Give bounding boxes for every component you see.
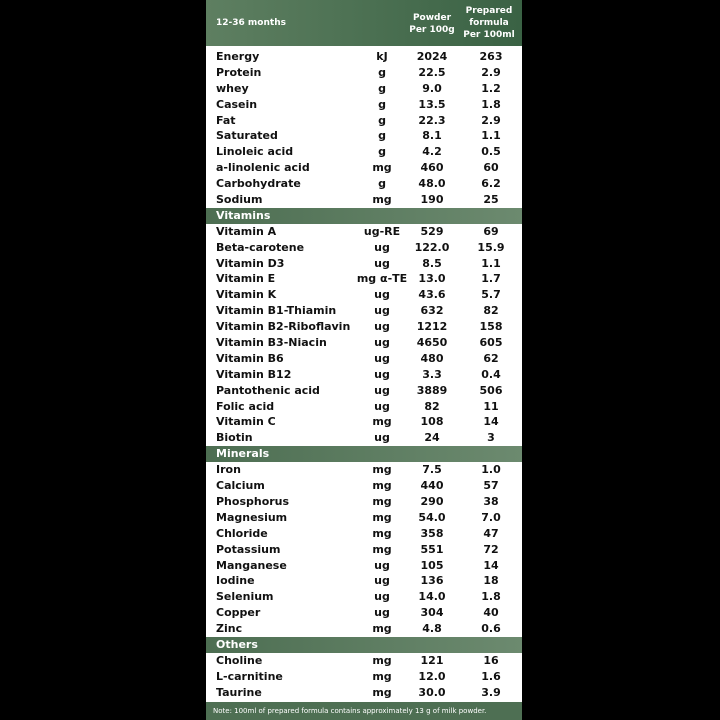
powder-value: 14.0 <box>418 590 446 604</box>
prepared-value: 1.1 <box>481 256 501 270</box>
table-row <box>206 65 522 81</box>
nutrient-name: Vitamin B2-Riboflavin <box>216 320 351 334</box>
unit-cell: mg <box>372 526 392 540</box>
table-row <box>206 335 522 351</box>
powder-value: 3.3 <box>422 367 442 381</box>
powder-value: 43.6 <box>418 288 446 302</box>
table-row <box>206 224 522 240</box>
nutrient-name: Manganese <box>216 558 287 572</box>
powder-value: 290 <box>420 494 444 508</box>
unit-cell: ug <box>374 383 390 397</box>
age-range-label: 12-36 months <box>216 18 286 28</box>
powder-value: 529 <box>420 224 444 238</box>
prepared-value: 15.9 <box>477 240 505 254</box>
unit-cell: mg <box>372 415 392 429</box>
nutrient-name: Calcium <box>216 479 265 493</box>
table-row <box>206 160 522 176</box>
powder-value: 8.1 <box>422 129 442 143</box>
unit-cell: ug <box>374 351 390 365</box>
table-row <box>206 287 522 303</box>
nutrient-name: L-carnitine <box>216 669 283 683</box>
powder-value: 480 <box>420 351 444 365</box>
nutrient-name: Taurine <box>216 685 262 699</box>
prepared-header-line2: formula <box>469 18 509 28</box>
table-row <box>206 303 522 319</box>
table-row <box>206 271 522 287</box>
nutrient-name: Fat <box>216 113 236 127</box>
powder-value: 121 <box>420 653 444 667</box>
unit-cell: g <box>378 65 386 79</box>
unit-cell: kJ <box>376 50 388 63</box>
prepared-value: 1.2 <box>481 81 501 95</box>
nutrient-name: Vitamin A <box>216 224 277 238</box>
powder-value: 3889 <box>416 383 448 397</box>
unit-cell: ug <box>374 399 390 413</box>
unit-cell: mg <box>372 542 392 556</box>
prepared-value: 3.9 <box>481 685 501 699</box>
powder-value: 54.0 <box>418 510 446 524</box>
unit-cell: ug <box>374 574 390 588</box>
unit-cell: ug <box>374 288 390 302</box>
nutrient-name: Vitamin C <box>216 415 276 429</box>
powder-value: 30.0 <box>418 685 446 699</box>
powder-value: 2024 <box>416 50 448 63</box>
unit-cell: ug <box>374 431 390 445</box>
table-row <box>206 462 522 478</box>
nutrient-name: whey <box>216 81 249 95</box>
unit-cell: mg α-TE <box>356 272 408 286</box>
powder-value: 12.0 <box>418 669 446 683</box>
prepared-value: 16 <box>483 653 499 667</box>
table-row <box>206 49 522 65</box>
table-row <box>206 256 522 272</box>
powder-header-line1: Powder <box>412 13 452 23</box>
powder-value: 13.5 <box>418 97 446 111</box>
table-row <box>206 113 522 129</box>
powder-value: 632 <box>420 304 444 318</box>
table-row <box>206 510 522 526</box>
powder-column-header <box>406 12 458 36</box>
unit-cell: g <box>378 145 386 159</box>
prepared-value: 3 <box>487 431 495 445</box>
prepared-value: 0.5 <box>481 145 501 159</box>
unit-cell: ug <box>374 256 390 270</box>
table-row <box>206 176 522 192</box>
section-header: Minerals <box>206 446 522 462</box>
nutrient-name: Pantothenic acid <box>216 383 320 397</box>
nutrient-name: Vitamin B3-Niacin <box>216 336 327 350</box>
nutrient-name: Energy <box>216 50 260 63</box>
nutrient-name: Folic acid <box>216 399 275 413</box>
table-row <box>206 414 522 430</box>
prepared-value: 605 <box>479 336 503 350</box>
prepared-value: 2.9 <box>481 113 501 127</box>
prepared-value: 1.8 <box>481 590 501 604</box>
nutrient-name: Sodium <box>216 193 263 207</box>
prepared-value: 5.7 <box>481 288 501 302</box>
unit-cell: mg <box>372 193 392 207</box>
nutrition-panel <box>206 0 522 720</box>
nutrient-name: Vitamin B6 <box>216 351 284 365</box>
unit-cell: mg <box>372 685 392 699</box>
unit-cell: mg <box>372 161 392 175</box>
prepared-value: 72 <box>483 542 499 556</box>
prepared-value: 25 <box>483 193 499 207</box>
unit-cell: g <box>378 113 386 127</box>
table-row <box>206 144 522 160</box>
powder-value: 304 <box>420 606 444 620</box>
nutrient-name: Carbohydrate <box>216 177 301 191</box>
section-header: Others <box>206 637 522 653</box>
table-row <box>206 669 522 685</box>
nutrient-name: Iodine <box>216 574 255 588</box>
powder-value: 4650 <box>416 336 448 350</box>
unit-cell: mg <box>372 510 392 524</box>
powder-value: 48.0 <box>418 177 446 191</box>
table-header <box>206 0 522 46</box>
powder-value: 1212 <box>416 320 448 334</box>
prepared-value: 47 <box>483 526 499 540</box>
nutrient-name: Saturated <box>216 129 278 143</box>
prepared-value: 0.4 <box>481 367 501 381</box>
table-row <box>206 653 522 669</box>
powder-value: 190 <box>420 193 444 207</box>
prepared-value: 62 <box>483 351 499 365</box>
unit-cell: ug-RE <box>363 224 401 238</box>
powder-value: 82 <box>424 399 440 413</box>
unit-cell: ug <box>374 336 390 350</box>
powder-value: 551 <box>420 542 444 556</box>
prepared-value: 1.7 <box>481 272 501 286</box>
powder-value: 9.0 <box>422 81 442 95</box>
prepared-column-header <box>460 5 518 41</box>
prepared-value: 14 <box>483 415 499 429</box>
powder-value: 460 <box>420 161 444 175</box>
unit-cell: mg <box>372 494 392 508</box>
unit-cell: mg <box>372 669 392 683</box>
table-row <box>206 351 522 367</box>
powder-value: 7.5 <box>422 463 442 477</box>
prepared-value: 1.1 <box>481 129 501 143</box>
unit-cell: ug <box>374 606 390 620</box>
table-row <box>206 526 522 542</box>
prepared-value: 158 <box>479 320 503 334</box>
table-row <box>206 383 522 399</box>
nutrient-name: Casein <box>216 97 258 111</box>
powder-value: 4.8 <box>422 622 442 636</box>
prepared-value: 69 <box>483 224 499 238</box>
powder-value: 108 <box>420 415 444 429</box>
prepared-value: 82 <box>483 304 499 318</box>
prepared-value: 7.0 <box>481 510 501 524</box>
table-row <box>206 240 522 256</box>
table-row <box>206 573 522 589</box>
prepared-value: 1.0 <box>481 463 501 477</box>
powder-value: 122.0 <box>414 240 450 254</box>
powder-value: 105 <box>420 558 444 572</box>
unit-cell: ug <box>374 558 390 572</box>
nutrient-name: Phosphorus <box>216 494 290 508</box>
powder-value: 136 <box>420 574 444 588</box>
footnote: Note: 100ml of prepared formula contains approximately 13 g of milk powder. <box>206 702 522 720</box>
nutrient-name: Vitamin B12 <box>216 367 292 381</box>
powder-value: 8.5 <box>422 256 442 270</box>
nutrient-name: Vitamin D3 <box>216 256 285 270</box>
nutrient-name: Selenium <box>216 590 274 604</box>
prepared-value: 40 <box>483 606 499 620</box>
nutrient-name: Zinc <box>216 622 243 636</box>
unit-cell: g <box>378 81 386 95</box>
prepared-value: 6.2 <box>481 177 501 191</box>
unit-cell: g <box>378 97 386 111</box>
unit-cell: g <box>378 177 386 191</box>
nutrient-name: Vitamin K <box>216 288 277 302</box>
prepared-value: 506 <box>479 383 503 397</box>
nutrient-name: Iron <box>216 463 241 477</box>
unit-cell: ug <box>374 240 390 254</box>
unit-cell: ug <box>374 367 390 381</box>
nutrient-name: Vitamin B1-Thiamin <box>216 304 337 318</box>
prepared-value: 0.6 <box>481 622 501 636</box>
prepared-value: 38 <box>483 494 499 508</box>
nutrient-name: Chloride <box>216 526 268 540</box>
nutrient-name: Choline <box>216 653 263 667</box>
nutrition-table-body <box>206 49 522 701</box>
prepared-value: 2.9 <box>481 65 501 79</box>
nutrient-name: Protein <box>216 65 262 79</box>
prepared-value: 60 <box>483 161 499 175</box>
table-row <box>206 367 522 383</box>
table-row <box>206 430 522 446</box>
nutrient-name: Beta-carotene <box>216 240 305 254</box>
prepared-value: 1.8 <box>481 97 501 111</box>
table-row <box>206 494 522 510</box>
table-row <box>206 605 522 621</box>
table-row <box>206 685 522 701</box>
prepared-value: 1.6 <box>481 669 501 683</box>
table-row <box>206 128 522 144</box>
nutrient-name: Potassium <box>216 542 281 556</box>
powder-value: 358 <box>420 526 444 540</box>
table-row <box>206 319 522 335</box>
table-row <box>206 589 522 605</box>
unit-cell: ug <box>374 320 390 334</box>
powder-value: 24 <box>424 431 440 445</box>
unit-cell: mg <box>372 463 392 477</box>
table-row <box>206 542 522 558</box>
nutrient-name: Copper <box>216 606 261 620</box>
unit-cell: mg <box>372 622 392 636</box>
unit-cell: mg <box>372 653 392 667</box>
powder-value: 13.0 <box>418 272 446 286</box>
prepared-value: 57 <box>483 479 499 493</box>
table-row <box>206 478 522 494</box>
nutrient-name: a-linolenic acid <box>216 161 310 175</box>
nutrient-name: Magnesium <box>216 510 288 524</box>
section-header: Vitamins <box>206 208 522 224</box>
powder-value: 4.2 <box>422 145 442 159</box>
table-row <box>206 558 522 574</box>
table-row <box>206 399 522 415</box>
powder-value: 22.3 <box>418 113 446 127</box>
prepared-value: 18 <box>483 574 499 588</box>
prepared-value: 11 <box>483 399 499 413</box>
table-row <box>206 97 522 113</box>
table-row <box>206 192 522 208</box>
prepared-value: 263 <box>479 50 503 63</box>
unit-cell: ug <box>374 590 390 604</box>
powder-header-line2: Per 100g <box>409 25 455 35</box>
table-row <box>206 81 522 97</box>
unit-cell: g <box>378 129 386 143</box>
nutrient-name: Linoleic acid <box>216 145 294 159</box>
powder-value: 440 <box>420 479 444 493</box>
unit-cell: mg <box>372 479 392 493</box>
prepared-value: 14 <box>483 558 499 572</box>
prepared-header-line1: Prepared <box>465 6 513 16</box>
nutrient-name: Biotin <box>216 431 253 445</box>
table-row <box>206 621 522 637</box>
nutrient-name: Vitamin E <box>216 272 276 286</box>
powder-value: 22.5 <box>418 65 446 79</box>
prepared-header-line3: Per 100ml <box>463 30 515 40</box>
unit-cell: ug <box>374 304 390 318</box>
